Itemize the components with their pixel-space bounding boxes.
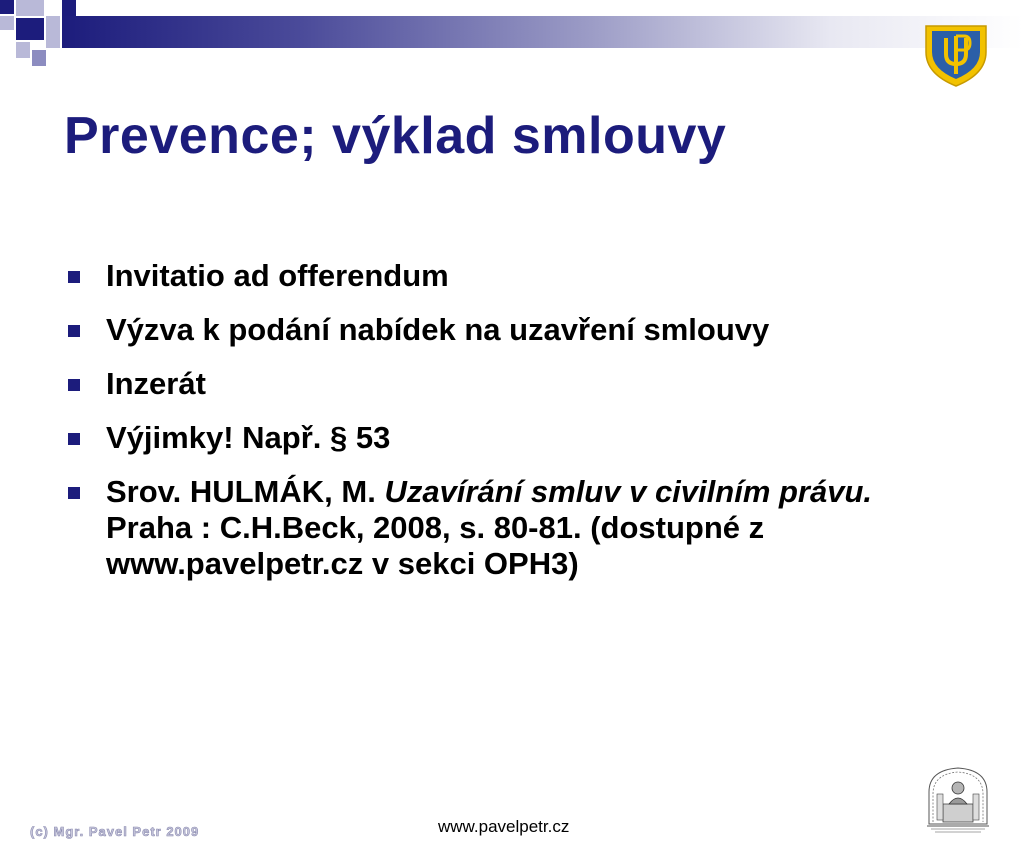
bullet-text: Invitatio ad offerendum (106, 258, 449, 293)
square-bullet-icon (68, 379, 80, 391)
citation-book-title: Uzavírání smluv v civilním právu. (384, 474, 873, 509)
corner-square (16, 0, 44, 16)
corner-square (32, 50, 46, 66)
corner-square (46, 16, 60, 48)
square-bullet-icon (68, 271, 80, 283)
university-seal-icon (921, 764, 995, 834)
square-bullet-icon (68, 433, 80, 445)
bullet-list (66, 258, 966, 600)
citation-prefix: Srov. HULMÁK, M. (106, 474, 385, 509)
corner-square (16, 42, 30, 58)
square-bullet-icon (68, 325, 80, 337)
bullet-item-citation (66, 474, 966, 582)
square-bullet-icon (68, 487, 80, 499)
citation-suffix: Praha : C.H.Beck, 2008, s. 80-81. (dostupné z www.pavelpetr.cz v sekci OPH3) (106, 510, 765, 581)
footer-website: www.pavelpetr.cz (438, 817, 570, 836)
bullet-text: Inzerát (106, 366, 206, 401)
copyright-text: (c) Mgr. Pavel Petr 2009 (30, 824, 200, 839)
university-shield-icon (924, 22, 988, 88)
bullet-text: Výjimky! Např. § 53 (106, 420, 391, 455)
bullet-item (66, 258, 966, 294)
bullet-item (66, 366, 966, 402)
header-gradient-bar (62, 16, 1023, 48)
bullet-item (66, 312, 966, 348)
corner-square (62, 0, 76, 16)
corner-square (0, 0, 14, 14)
corner-square (16, 18, 44, 40)
bullet-item (66, 420, 966, 456)
corner-square (0, 16, 14, 30)
bullet-text: Výzva k podání nabídek na uzavření smlouvy (106, 312, 770, 347)
slide-title: Prevence; výklad smlouvy (64, 107, 727, 165)
